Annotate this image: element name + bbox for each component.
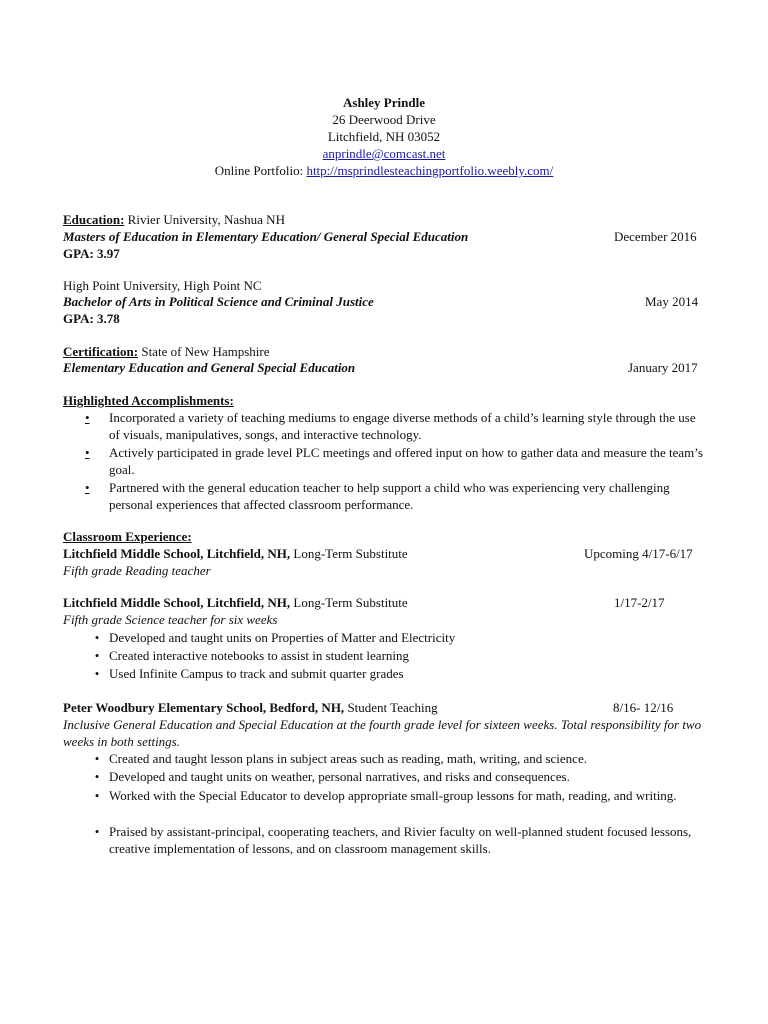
bullet-icon: • bbox=[94, 824, 100, 839]
job-org: Peter Woodbury Elementary School, Bedford, NH, bbox=[63, 700, 345, 715]
accomplishment-text: Actively participated in grade level PLC meetings and offered input on how to gather data and measure the team’s goal. bbox=[109, 445, 703, 477]
candidate-name: Ashley Prindle bbox=[343, 95, 425, 110]
accomplishment-text: Incorporated a variety of teaching mediums to engage diverse methods of a child’s learning style through the use of visuals, manipulatives, songs, and interactive technology. bbox=[109, 410, 696, 442]
bullet-icon: • bbox=[85, 410, 90, 425]
portfolio-link[interactable]: http://msprindlesteachingportfolio.weebly.com/ bbox=[306, 163, 554, 178]
job-role: Long-Term Substitute bbox=[290, 595, 408, 610]
job-title-line bbox=[63, 545, 408, 562]
address-line-2: Litchfield, NH 03052 bbox=[327, 129, 441, 144]
education-school-2: High Point University, High Point NC bbox=[63, 278, 262, 293]
certification-state: State of New Hampshire bbox=[138, 344, 270, 359]
certification-title: Elementary Education and General Special Education bbox=[63, 360, 356, 375]
education-school-1-name: Rivier University, Nashua NH bbox=[124, 212, 285, 227]
job-description: Inclusive General Education and Special Education at the fourth grade level for sixteen weeks. Total responsibility for two weeks in both settings. bbox=[63, 717, 702, 749]
portfolio-label: Online Portfolio: bbox=[214, 163, 307, 178]
accomplishment-text: Partnered with the general education teacher to help support a child who was experiencing very challenging personal experiences that affected classroom performance. bbox=[109, 480, 670, 512]
certification-line bbox=[63, 343, 703, 360]
accomplishments-heading: Highlighted Accomplishments: bbox=[63, 393, 234, 408]
address-line-1: 26 Deerwood Drive bbox=[332, 112, 436, 127]
job-duty-text: Developed and taught units on Properties of Matter and Electricity bbox=[109, 630, 456, 645]
job-duty-text: Created and taught lesson plans in subject areas such as reading, math, writing, and science. bbox=[109, 751, 587, 766]
bullet-icon: • bbox=[94, 648, 100, 663]
education-degree-1: Masters of Education in Elementary Education/ General Special Education bbox=[63, 229, 469, 244]
job-title-line bbox=[63, 699, 438, 716]
bullet-icon: • bbox=[94, 788, 100, 803]
education-heading: Education: bbox=[63, 212, 125, 227]
job-duty-text: Developed and taught units on weather, personal narratives, and risks and consequences. bbox=[109, 769, 570, 784]
experience-heading: Classroom Experience: bbox=[63, 529, 192, 544]
bullet-icon: • bbox=[94, 769, 100, 784]
job-duty-text: Created interactive notebooks to assist in student learning bbox=[109, 648, 410, 663]
bullet-icon: • bbox=[94, 751, 100, 766]
email-link[interactable]: anprindle@comcast.net bbox=[322, 146, 446, 161]
job-role: Long-Term Substitute bbox=[290, 546, 408, 561]
education-school-1 bbox=[63, 211, 703, 228]
bullet-icon: • bbox=[94, 666, 100, 681]
job-duty-text: Praised by assistant-principal, cooperating teachers, and Rivier faculty on well-planned student focused lessons, creative implementation of lessons, and on classroom management skills. bbox=[109, 824, 692, 856]
job-title-line bbox=[63, 594, 408, 611]
job-org: Litchfield Middle School, Litchfield, NH, bbox=[63, 595, 291, 610]
resume-header bbox=[0, 94, 768, 179]
job-org: Litchfield Middle School, Litchfield, NH, bbox=[63, 546, 291, 561]
bullet-icon: • bbox=[85, 480, 90, 495]
certification-date: January 2017 bbox=[628, 360, 698, 375]
education-gpa-1: GPA: 3.97 bbox=[63, 246, 120, 261]
job-duty-text: Used Infinite Campus to track and submit quarter grades bbox=[109, 666, 404, 681]
education-date-2: May 2014 bbox=[645, 294, 699, 309]
portfolio-line bbox=[0, 162, 768, 179]
job-duty-text: Worked with the Special Educator to develop appropriate small-group lessons for math, reading, and writing. bbox=[109, 788, 677, 803]
job-date: 1/17-2/17 bbox=[614, 595, 665, 610]
job-date: 8/16- 12/16 bbox=[613, 700, 674, 715]
education-date-1: December 2016 bbox=[614, 229, 697, 244]
job-date: Upcoming 4/17-6/17 bbox=[584, 546, 693, 561]
bullet-icon: • bbox=[85, 445, 90, 460]
education-degree-2: Bachelor of Arts in Political Science and Criminal Justice bbox=[63, 294, 374, 309]
job-description: Fifth grade Science teacher for six weeks bbox=[63, 612, 278, 627]
certification-heading: Certification: bbox=[63, 344, 139, 359]
bullet-icon: • bbox=[94, 630, 100, 645]
job-role: Student Teaching bbox=[344, 700, 438, 715]
education-gpa-2: GPA: 3.78 bbox=[63, 311, 120, 326]
job-description: Fifth grade Reading teacher bbox=[63, 563, 211, 578]
